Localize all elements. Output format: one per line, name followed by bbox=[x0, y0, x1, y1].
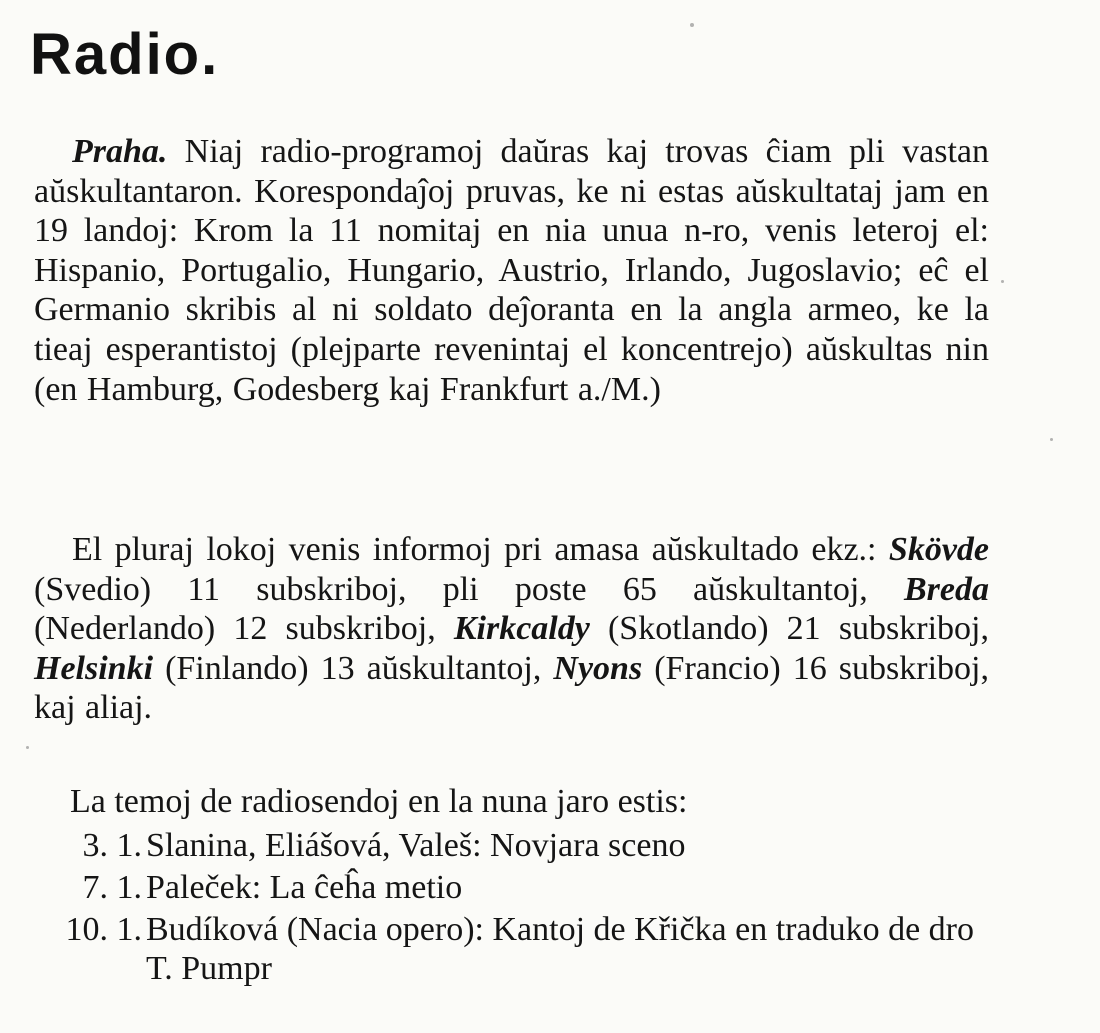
place-detail: (Finlando) 13 aŭskultantoj, bbox=[153, 649, 554, 687]
place-name: Helsinki bbox=[34, 649, 154, 687]
program-item bbox=[32, 826, 987, 865]
place-detail: (Skotlando) 21 subskriboj, bbox=[589, 610, 989, 648]
paper-speck bbox=[26, 746, 29, 749]
place-name: Nyons bbox=[553, 649, 643, 687]
program-date: 3. 1. bbox=[82, 827, 142, 864]
place-detail: (Francio) 16 subskriboj, kaj aliaj. bbox=[34, 649, 989, 727]
program-list bbox=[32, 826, 987, 991]
program-intro: La temoj de radiosendoj en la nuna jaro estis: bbox=[70, 783, 688, 820]
city-name: Praha. bbox=[72, 133, 168, 170]
program-date: 10. 1. bbox=[65, 911, 142, 948]
paper-speck bbox=[690, 23, 694, 27]
program-item bbox=[32, 910, 987, 988]
program-text: Budíková (Nacia opero): Kantoj de Křička en traduko de dro T. Pumpr bbox=[146, 911, 974, 987]
place-name: Kirkcaldy bbox=[453, 610, 590, 648]
place-detail: (Nederlando) 12 subskriboj, bbox=[34, 610, 454, 648]
paper-speck bbox=[1001, 280, 1004, 283]
program-date: 7. 1. bbox=[82, 869, 142, 906]
paragraph-1-text: Niaj radio-programoj daŭras kaj trovas ĉiam pli vastan aŭskultantaron. Korespondaĵoj pruvas, ke ni estas aŭskultataj jam en 19 landoj: Krom la 11 nomitaj en nia unua n-ro, venis leteroj el: Hispanio, Portugalio, Hungario, Austrio, Irlando, Jugoslavio; eĉ el Germanio skribis al ni soldato deĵoranta en la angla armeo, ke la tieaj esperantistoj (plejparte revenintaj el koncentrejo) aŭskultas nin (en Hamburg, Godesberg kaj Frankfurt a./M.) bbox=[34, 133, 989, 408]
radio-paragraph-2 bbox=[34, 530, 989, 728]
paragraph-2-lead: El pluraj lokoj venis informoj pri amasa aŭskultado ekz.: bbox=[72, 531, 889, 568]
place-detail: (Svedio) 11 subskriboj, pli poste 65 aŭskultantoj, bbox=[34, 570, 904, 608]
page-title: Radio. bbox=[30, 22, 220, 87]
place-name: Skövde bbox=[888, 531, 989, 568]
program-text: Slanina, Eliášová, Valeš: Novjara sceno bbox=[146, 827, 686, 864]
paper-speck bbox=[1050, 438, 1053, 441]
program-text: Paleček: La ĉeĥa metio bbox=[146, 869, 463, 906]
radio-paragraph-1 bbox=[34, 132, 989, 409]
program-item bbox=[32, 868, 987, 907]
place-name: Breda bbox=[904, 570, 989, 608]
